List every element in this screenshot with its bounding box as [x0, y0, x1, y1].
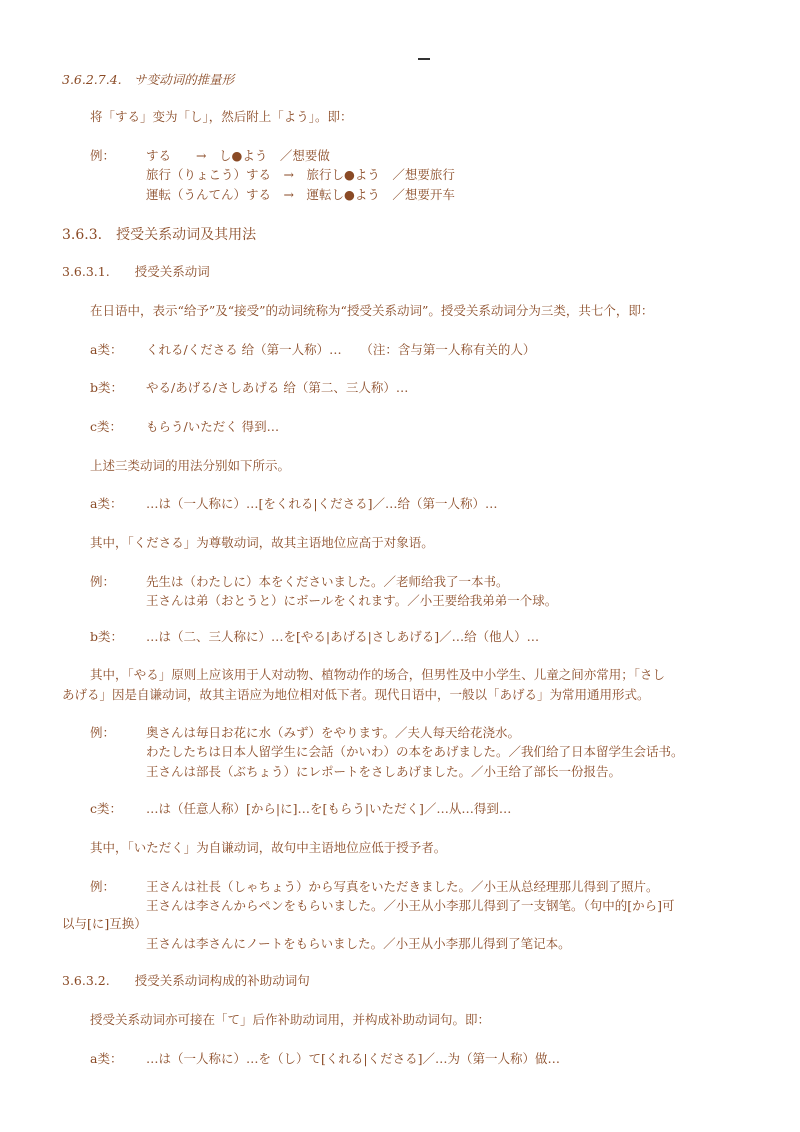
- example-a-label: 例：: [90, 574, 116, 589]
- example-c2: 王さんは李さんからペンをもらいました。／小王从小李那儿得到了一支钢笔。（句中的[から]可: [146, 898, 675, 913]
- example-c-label: 例：: [90, 879, 116, 894]
- example-c3: 王さんは李さんにノートをもらいました。／小王从小李那儿得到了笔记本。: [146, 936, 571, 951]
- paragraph-kudasaru: 其中，「くださる」为尊敬动词，故其主语地位应高于对象语。: [90, 535, 434, 550]
- paragraph-auxiliary: 授受关系动词亦可接在「て」后作补助动词用，并构成补助动词句。即：: [90, 1012, 491, 1027]
- example-unten: 運転（うんてん）する → 運転し●よう ／想要开车: [146, 187, 455, 202]
- class-a3-label: a类：: [90, 1051, 123, 1066]
- example-label: 例：: [90, 148, 116, 163]
- intro-3627: 将「する」变为「し」，然后附上「よう」。即：: [90, 109, 353, 124]
- class-a2-pattern: …は（一人称に）…[をくれる|くださる]／…给（第一人称）…: [146, 496, 498, 511]
- example-a1: 先生は（わたしに）本をくださいました。／老师给我了一本书。: [146, 574, 509, 589]
- class-a2-label: a类：: [90, 496, 123, 511]
- class-c2-pattern: …は（任意人称）[から|に]…を[もらう|いただく]／…从…得到…: [146, 801, 512, 816]
- example-b1: 奥さんは毎日お花に水（みず）をやります。／夫人每天给花浇水。: [146, 725, 521, 740]
- heading-3-6-3-1: 3.6.3.1. 授受关系动词: [62, 264, 210, 279]
- example-a2: 王さんは弟（おとうと）にボールをくれます。／小王要给我弟弟一个球。: [146, 593, 558, 608]
- example-c1: 王さんは社長（しゃちょう）から写真をいただきました。／小王从总经理那儿得到了照片。: [146, 879, 659, 894]
- example-c2-cont: 以与[に]互换）: [62, 916, 147, 931]
- class-c-text: もらう/いただく 得到…: [146, 419, 280, 434]
- paragraph-yaru-2: あげる」因是自谦动词，故其主语应为地位相对低下者。现代日语中，一般以「あげる」为常用通用形式。: [62, 687, 650, 702]
- example-b2: わたしたちは日本人留学生に会話（かいわ）の本をあげました。／我们给了日本留学生会话书。: [146, 744, 684, 759]
- example-b-label: 例：: [90, 725, 116, 740]
- class-a3-pattern: …は（一人称に）…を（し）て[くれる|くださる]／…为（第一人称）做…: [146, 1051, 560, 1066]
- heading-3-6-3-2: 3.6.3.2. 授受关系动词构成的补助动词句: [62, 973, 310, 988]
- paragraph-usage-intro: 上述三类动词的用法分别如下所示。: [90, 458, 291, 473]
- example-b3: 王さんは部長（ぶちょう）にレポートをさしあげました。／小王给了部长一份报告。: [146, 764, 622, 779]
- class-a-text: くれる/くださる 给（第一人称）… （注：含与第一人称有关的人）: [146, 342, 536, 357]
- class-b2-label: b类：: [90, 629, 124, 644]
- paragraph-definition: 在日语中，表示“给予”及“接受”的动词统称为“授受关系动词”。授受关系动词分为三类，共七个，即：: [90, 303, 654, 318]
- paragraph-yaru-1: 其中，「やる」原则上应该用于人对动物、植物动作的场合，但男性及中小学生、儿童之间亦常用；「さし: [90, 667, 666, 682]
- page-top-mark: [418, 58, 430, 60]
- class-b-text: やる/あげる/さしあげる 给（第二、三人称）…: [146, 380, 409, 395]
- heading-3-6-2-7-4: 3.6.2.7.4. サ变动词的推量形: [62, 72, 235, 87]
- paragraph-itadaku: 其中，「いただく」为自谦动词，故句中主语地位应低于授予者。: [90, 840, 447, 855]
- example-suru: する → し●よう ／想要做: [146, 148, 330, 163]
- class-c-label: c类：: [90, 419, 123, 434]
- heading-3-6-3: 3.6.3. 授受关系动词及其用法: [62, 227, 257, 243]
- class-c2-label: c类：: [90, 801, 123, 816]
- class-a-label: a类：: [90, 342, 123, 357]
- class-b-label: b类：: [90, 380, 124, 395]
- class-b2-pattern: …は（二、三人称に）…を[やる|あげる|さしあげる]／…给（他人）…: [146, 629, 540, 644]
- example-ryokou: 旅行（りょこう）する → 旅行し●よう ／想要旅行: [146, 167, 455, 182]
